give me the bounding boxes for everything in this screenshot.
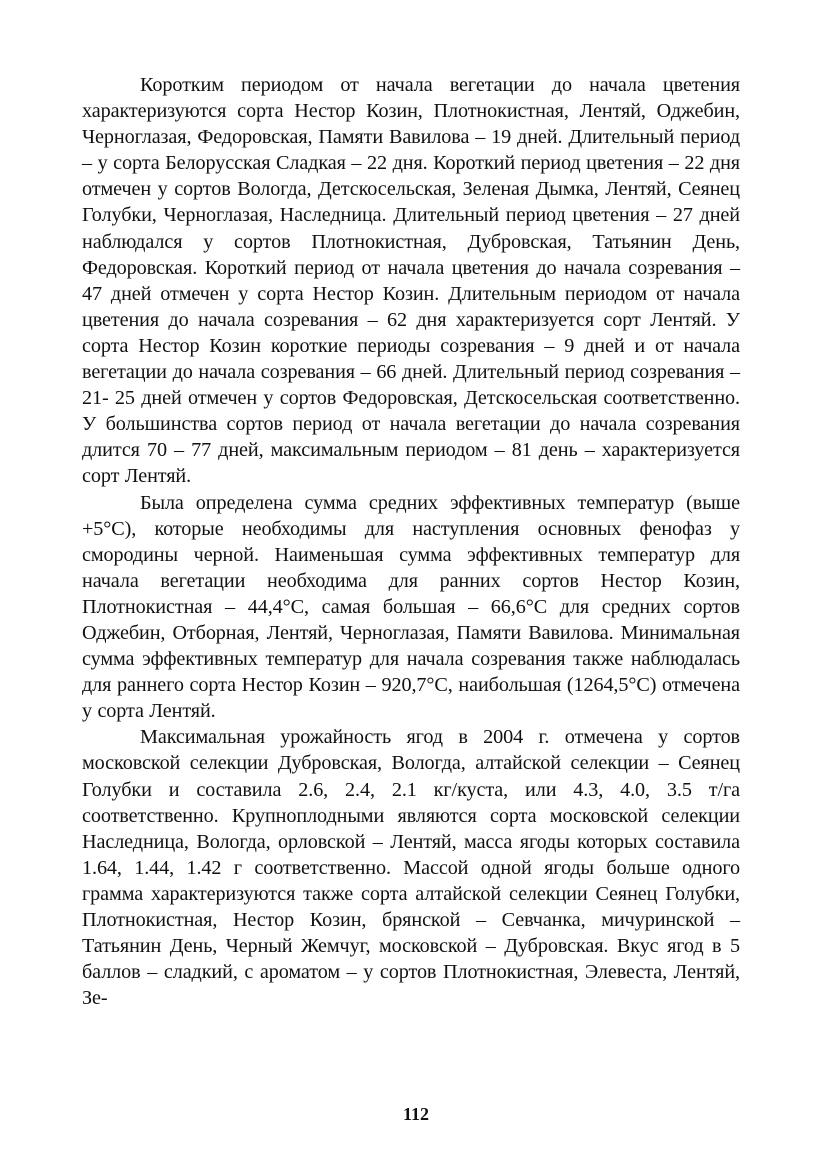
page-body	[82, 72, 740, 1092]
page-number: 112	[402, 1104, 429, 1124]
paragraph-effective-temperatures: Была определена сумма средних эффективных температур (выше +5°С), которые необходимы для наступления основных фенофаз у смородины черной. Наименьшая сумма эффективных температур для начала вегетации необходима для ранних сортов Нестор Козин, Плотнокистная – 44,4°С, самая большая – 66,6°С для средних сортов Оджебин, Отборная, Лентяй, Черноглазая, Памяти Вавилова. Минимальная сумма эффективных температур для начала созревания также наблюдалась для раннего сорта Нестор Козин – 920,7°С, наибольшая (1264,5°С) отмечена у сорта Лентяй.	[82, 491, 740, 723]
paragraph-phenology-periods: Коротким периодом от начала вегетации до начала цветения характеризуются сорта Нестор Козин, Плотнокистная, Лентяй, Оджебин, Черноглазая, Федоровская, Памяти Вавилова – 19 дней. Длительный период – у сорта Белорусская Сладкая – 22 дня. Короткий период цветения – 22 дня отмечен у сортов Вологда, Детскосельская, Зеленая Дымка, Лентяй, Сеянец Голубки, Черноглазая, Наследница. Длительный период цветения – 27 дней наблюдался у сортов Плотнокистная, Дубровская, Татьянин День, Федоровская. Короткий период от начала цветения до начала созревания – 47 дней отмечен у сорта Нестор Козин. Длительным периодом от начала цветения до начала созревания – 62 дня характеризуется сорт Лентяй. У сорта Нестор Козин короткие периоды созревания – 9 дней и от начала вегетации до начала созревания – 66 дней. Длительный период созревания – 21- 25 дней отмечен у сортов Федоровская, Детскосельская соответственно. У большинства сортов период от начала вегетации до начала созревания длится 70 – 77 дней, максимальным периодом – 81 день – характеризуется сорт Лентяй.	[82, 74, 740, 488]
paragraph-yield: Максимальная урожайность ягод в 2004 г. отмечена у сортов московской селекции Дубровская, Вологда, алтайской селекции – Сеянец Голубки и составила 2.6, 2.4, 2.1 кг/куста, или 4.3, 4.0, 3.5 т/га соответственно. Крупноплодными являются сорта московской селекции Наследница, Вологда, орловской – Лентяй, масса ягоды которых составила 1.64, 1.44, 1.42 г соответственно. Массой одной ягоды больше одного грамма характеризуются также сорта алтайской селекции Сеянец Голубки, Плотнокистная, Нестор Козин, брянской – Севчанка, мичуринской – Татьянин День, Черный Жемчуг, московской – Дубровская. Вкус ягод в 5 баллов – сладкий, с ароматом – у сортов Плотнокистная, Элевеста, Лентяй, Зе-	[82, 726, 740, 1010]
